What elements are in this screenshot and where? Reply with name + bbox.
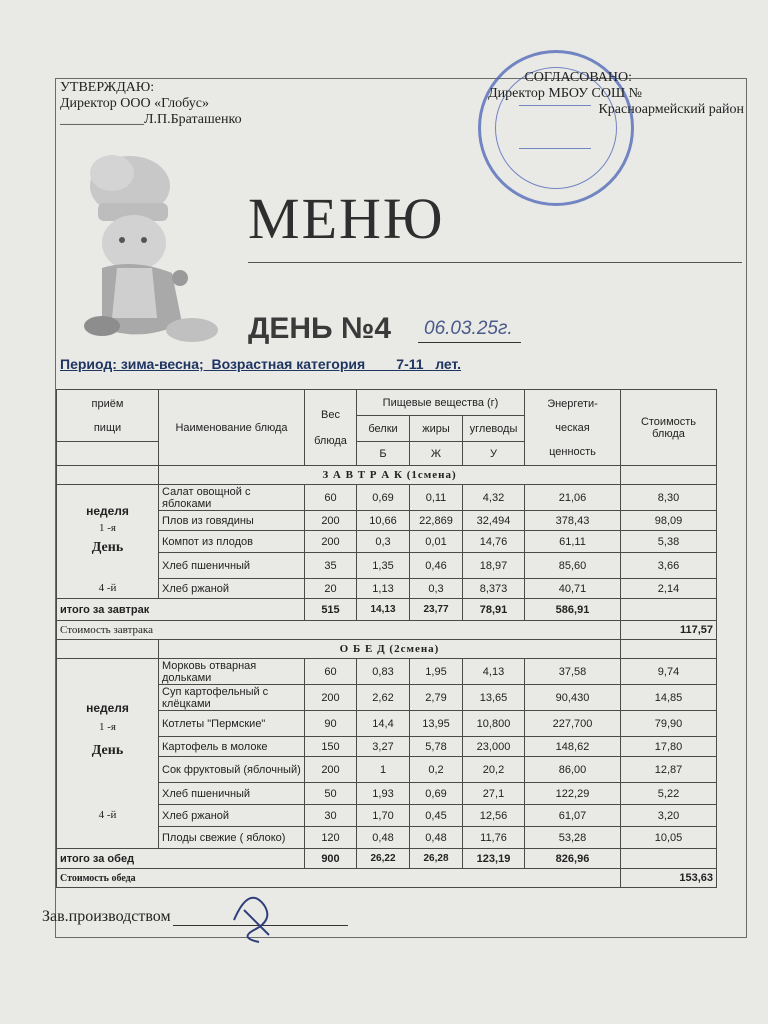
dish-name: Суп картофельный с клёцками: [159, 685, 305, 711]
lunch-title: О Б Е Д (2смена): [159, 640, 621, 659]
agree-heading: СОГЛАСОВАНО:: [524, 70, 632, 85]
period-line: Период: зима-весна; Возрастная категория 7-11 лет.: [60, 356, 462, 372]
table-row: Сок фруктовый (яблочный) 200 1 0,2 20,2 86,00 12,87: [57, 757, 717, 783]
table-row: Плоды свежие ( яблоко) 120 0,48 0,48 11,76 53,28 10,05: [57, 827, 717, 849]
handwritten-date: 06.03.25г.: [418, 318, 521, 343]
header-carbs-letter: У: [463, 442, 525, 466]
lunch-cost-label: Стоимость обеда: [57, 869, 621, 888]
agreement-block: [452, 70, 752, 118]
header-protein-letter: Б: [357, 442, 410, 466]
header-meal: приём пищи: [57, 390, 159, 442]
table-row: Хлеб пшеничный 50 1,93 0,69 27,1 122,29 5,22: [57, 783, 717, 805]
menu-table: [56, 389, 717, 888]
dish-name: Хлеб пшеничный: [159, 783, 305, 805]
approve-heading: УТВЕРЖДАЮ:: [60, 80, 155, 95]
header-dish: Наименование блюда: [159, 390, 305, 466]
header-carbs: углеводы: [463, 416, 525, 442]
lunch-day-cell: неделя 1 -я День 4 -й: [57, 659, 159, 849]
dish-name: Плов из говядины: [159, 511, 305, 531]
approve-position: Директор ООО «Глобус»: [60, 96, 209, 111]
table-row: Плов из говядины 200 10,66 22,869 32,494 378,43 98,09: [57, 511, 717, 531]
agree-district: Красноармейский район: [598, 102, 744, 117]
breakfast-title: З А В Т Р А К (1смена): [159, 466, 621, 485]
table-row: Котлеты "Пермские" 90 14,4 13,95 10,800 227,700 79,90: [57, 711, 717, 737]
breakfast-day-cell: неделя 1 -я День 4 -й: [57, 485, 159, 599]
lunch-total-row: итого за обед 900 26,22 26,28 123,19 826,96: [57, 849, 717, 869]
breakfast-total-row: итого за завтрак 515 14,13 23,77 78,91 586,91: [57, 599, 717, 621]
table-row: Хлеб ржаной 20 1,13 0,3 8,373 40,71 2,14: [57, 579, 717, 599]
dish-name: Салат овощной с яблоками: [159, 485, 305, 511]
table-row: Хлеб ржаной 30 1,70 0,45 12,56 61,07 3,20: [57, 805, 717, 827]
table-row: Суп картофельный с клёцками 200 2,62 2,79 13,65 90,430 14,85: [57, 685, 717, 711]
header-protein: белки: [357, 416, 410, 442]
page-title: МЕНЮ: [248, 186, 445, 251]
breakfast-total-label: итого за завтрак: [57, 599, 305, 621]
agree-position: Директор МБОУ СОШ №: [488, 86, 642, 101]
handwritten-signature: [214, 880, 294, 950]
chef-illustration: [62, 148, 242, 348]
dish-name: Морковь отварная дольками: [159, 659, 305, 685]
footer-label: Зав.производством: [42, 908, 171, 925]
approval-block: [60, 80, 242, 128]
dish-name: Картофель в молоке: [159, 737, 305, 757]
dish-name: Хлеб ржаной: [159, 579, 305, 599]
header-fat-letter: Ж: [410, 442, 463, 466]
header-energy: Энергети- ческая ценность: [525, 390, 621, 466]
dish-name: Сок фруктовый (яблочный): [159, 757, 305, 783]
table-row: Картофель в молоке 150 3,27 5,78 23,000 148,62 17,80: [57, 737, 717, 757]
footer-signature: [42, 908, 348, 926]
dish-name: Компот из плодов: [159, 531, 305, 553]
table-row: Хлеб пшеничный 35 1,35 0,46 18,97 85,60 3,66: [57, 553, 717, 579]
table-row: неделя 1 -я День 4 -й Салат овощной с яблоками 60 0,69 0,11 4,32 21,06 8,30: [57, 485, 717, 511]
lunch-cost-value: 153,63: [621, 869, 717, 888]
dish-name: Котлеты "Пермские": [159, 711, 305, 737]
approve-signature-line: ____________Л.П.Браташенко: [60, 112, 242, 127]
dish-name: Хлеб ржаной: [159, 805, 305, 827]
header-weight: Вес блюда: [305, 390, 357, 466]
header-cost: Стоимость блюда: [621, 390, 717, 466]
breakfast-cost-value: 117,57: [621, 621, 717, 640]
lunch-cost-row: [57, 869, 717, 888]
dish-name: Плоды свежие ( яблоко): [159, 827, 305, 849]
lunch-total-label: итого за обед: [57, 849, 305, 869]
header-nutrients: Пищевые вещества (г): [357, 390, 525, 416]
breakfast-cost-label: Стоимость завтрака: [57, 621, 621, 640]
table-row: неделя 1 -я День 4 -й Морковь отварная дольками 60 0,83 1,95 4,13 37,58 9,74: [57, 659, 717, 685]
header-fat: жиры: [410, 416, 463, 442]
dish-name: Хлеб пшеничный: [159, 553, 305, 579]
title-divider: [248, 262, 742, 263]
day-number: ДЕНЬ №4: [248, 312, 392, 345]
breakfast-cost-row: [57, 621, 717, 640]
table-row: Компот из плодов 200 0,3 0,01 14,76 61,11 5,38: [57, 531, 717, 553]
